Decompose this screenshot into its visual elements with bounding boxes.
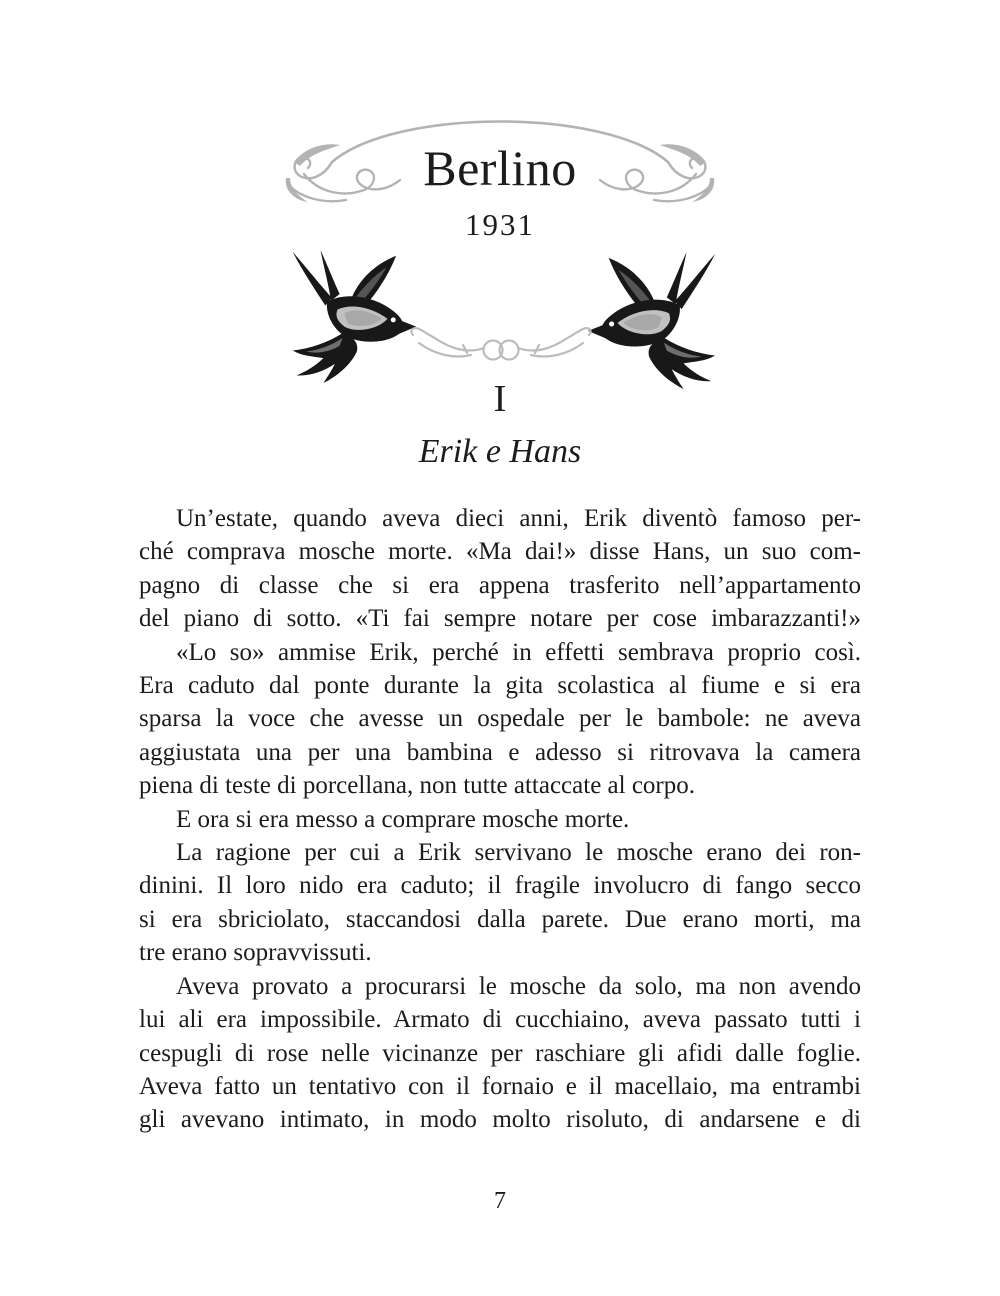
text-line: tre erano sopravvissuti. bbox=[139, 939, 372, 967]
swallow-right-icon bbox=[582, 252, 722, 390]
scroll-divider-ornament bbox=[405, 323, 597, 369]
text-line: Aveva fatto un tentativo con il fornaio e il macellaio, ma entrambi bbox=[139, 1072, 861, 1100]
text-line: gli avevano intimato, in modo molto risoluto, di andarsene e di bbox=[139, 1106, 861, 1134]
swallow-left-icon bbox=[286, 250, 422, 384]
text-line: «Lo so» ammise Erik, perché in effetti sembrava proprio così. bbox=[176, 638, 861, 666]
text-line: Un’estate, quando aveva dieci anni, Erik diventò famoso per- bbox=[176, 505, 861, 532]
text-line: del piano di sotto. «Ti fai sempre notare per cose imbarazzanti!» bbox=[139, 605, 861, 633]
text-line: piena di teste di porcellana, non tutte attaccate al corpo. bbox=[139, 772, 696, 800]
text-line: aggiustata una per una bambina e adesso si ritrovava la camera bbox=[139, 738, 861, 766]
text-line: E ora si era messo a comprare mosche morte. bbox=[176, 805, 630, 833]
text-line: dinini. Il loro nido era caduto; il fragile involucro di fango secco bbox=[139, 872, 861, 900]
text-line: lui ali era impossibile. Armato di cucchiaino, aveva passato tutti i bbox=[139, 1006, 861, 1034]
page-footer bbox=[0, 1186, 1000, 1216]
page-number: 7 bbox=[494, 1188, 506, 1214]
divider-right-branch bbox=[518, 328, 591, 356]
text-line: ché comprava mosche morte. «Ma dai!» disse Hans, un suo com- bbox=[139, 538, 861, 566]
text-line: La ragione per cui a Erik servivano le mosche erano dei ron- bbox=[176, 839, 861, 867]
chapter-title: Erik e Hans bbox=[418, 433, 582, 470]
text-line: Era caduto dal ponte durante la gita scolastica al fiume e si era bbox=[139, 672, 861, 700]
divider-left-branch bbox=[411, 328, 484, 356]
text-line: sparsa la voce che avesse un ospedale per le bambole: ne aveva bbox=[139, 705, 861, 733]
text-line: pagno di classe che si era appena trasferito nell’appartamento bbox=[139, 571, 861, 599]
text-line: cespugli di rose nelle vicinanze per raschiare gli afidi dalle foglie. bbox=[139, 1039, 861, 1067]
text-line: Aveva provato a procurarsi le mosche da solo, ma non avendo bbox=[176, 972, 861, 1000]
text-line: si era sbriciolato, staccandosi dalla parete. Due erano morti, ma bbox=[139, 905, 861, 933]
part-title: Berlino bbox=[423, 140, 577, 196]
part-year: 1931 bbox=[465, 207, 535, 242]
chapter-number: I bbox=[493, 378, 507, 420]
body-text bbox=[139, 502, 861, 1137]
